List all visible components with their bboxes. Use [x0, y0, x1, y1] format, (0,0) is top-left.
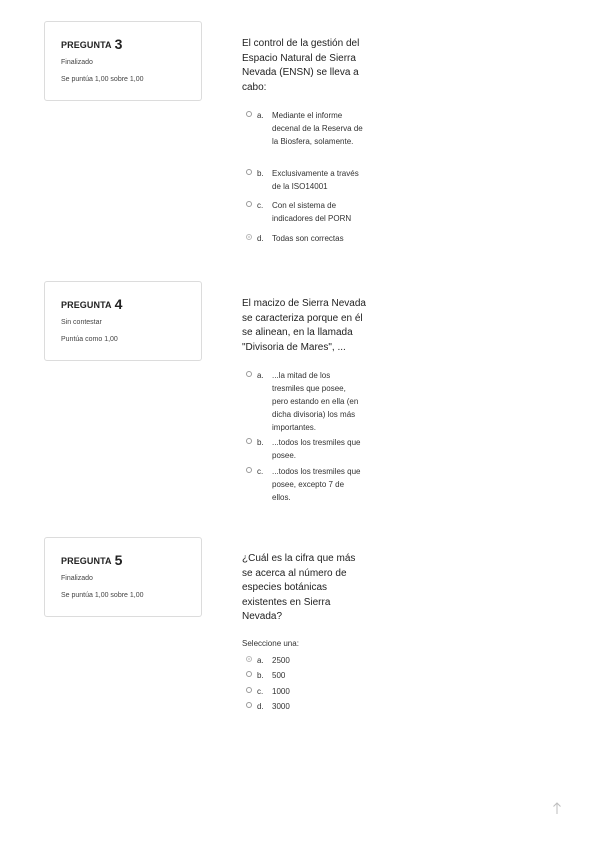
radio-button-icon[interactable]	[246, 169, 252, 175]
answer-option-c[interactable]	[246, 685, 366, 698]
question-grade: Se puntúa 1,00 sobre 1,00	[61, 76, 144, 83]
question-number: 5	[114, 552, 123, 568]
question-number: 3	[114, 36, 123, 52]
question-text: El control de la gestión del Espacio Natural de Sierra Nevada (ENSN) se lleva a cabo:	[242, 38, 360, 93]
option-letter: b.	[257, 169, 264, 178]
question-text: ¿Cuál es la cifra que más se acerca al número de especies botánicas existentes en Sierra Nevada?	[242, 553, 356, 622]
option-letter: a.	[257, 371, 264, 380]
answer-option-a[interactable]	[246, 109, 366, 161]
option-text: ...todos los tresmiles que posee.	[272, 438, 361, 460]
question-label: PREGUNTA	[61, 556, 112, 566]
answer-option-c[interactable]	[246, 199, 366, 225]
question-grade: Se puntúa 1,00 sobre 1,00	[61, 592, 144, 599]
question-title	[61, 36, 123, 52]
option-letter: c.	[257, 687, 264, 696]
question-state: Sin contestar	[61, 319, 102, 326]
option-text: Exclusivamente a través de la ISO14001	[272, 169, 359, 191]
answer-option-d[interactable]	[246, 232, 366, 245]
option-text: 3000	[272, 702, 290, 711]
question-label: PREGUNTA	[61, 300, 112, 310]
option-text: ...la mitad de los tresmiles que posee, pero estando en ella (en dicha divisoria) los más importantes.	[272, 371, 359, 432]
option-text: Mediante el informe decenal de la Reserva de la Biosfera, solamente.	[272, 111, 363, 146]
select-prompt: Seleccione una:	[242, 639, 299, 648]
answer-option-b[interactable]	[246, 669, 366, 682]
option-letter: c.	[257, 201, 264, 210]
option-text: 1000	[272, 687, 290, 696]
option-text: Con el sistema de indicadores del PORN	[272, 201, 352, 223]
radio-button-icon[interactable]	[246, 702, 252, 708]
option-text: 500	[272, 671, 286, 680]
radio-button-icon[interactable]	[246, 687, 252, 693]
radio-button-icon[interactable]	[246, 201, 252, 207]
radio-button-icon[interactable]	[246, 438, 252, 444]
option-letter: a.	[257, 656, 264, 665]
option-letter: c.	[257, 467, 264, 476]
radio-button-icon[interactable]	[246, 111, 252, 117]
radio-button-icon[interactable]	[246, 371, 252, 377]
radio-button-icon[interactable]	[246, 467, 252, 473]
radio-button-icon[interactable]	[246, 671, 252, 677]
answer-option-a[interactable]	[246, 369, 366, 434]
radio-button-icon[interactable]	[246, 656, 252, 662]
answer-option-a[interactable]	[246, 654, 366, 667]
question-text: El macizo de Sierra Nevada se caracteriza porque en él se alinean, en la llamada "Divisoria de Mares", ...	[242, 298, 366, 353]
question-state: Finalizado	[61, 575, 93, 582]
option-text: 2500	[272, 656, 290, 665]
arrow-up-icon	[551, 801, 563, 815]
answer-option-b[interactable]	[246, 167, 366, 193]
question-info-box	[44, 537, 202, 617]
radio-button-icon[interactable]	[246, 234, 252, 240]
option-letter: b.	[257, 671, 264, 680]
question-title	[61, 552, 123, 568]
option-letter: a.	[257, 111, 264, 120]
question-info-box	[44, 21, 202, 101]
answer-option-c[interactable]	[246, 465, 366, 504]
option-letter: b.	[257, 438, 264, 447]
question-grade: Puntúa como 1,00	[61, 336, 118, 343]
question-info-box	[44, 281, 202, 361]
option-letter: d.	[257, 234, 264, 243]
question-label: PREGUNTA	[61, 40, 112, 50]
option-text: ...todos los tresmiles que posee, excepto 7 de ellos.	[272, 467, 361, 502]
answer-option-d[interactable]	[246, 700, 366, 713]
answer-option-b[interactable]	[246, 436, 366, 462]
option-letter: d.	[257, 702, 264, 711]
back-to-top-button[interactable]	[551, 801, 563, 815]
question-state: Finalizado	[61, 59, 93, 66]
question-number: 4	[114, 296, 123, 312]
question-title	[61, 296, 123, 312]
option-text: Todas son correctas	[272, 234, 344, 243]
